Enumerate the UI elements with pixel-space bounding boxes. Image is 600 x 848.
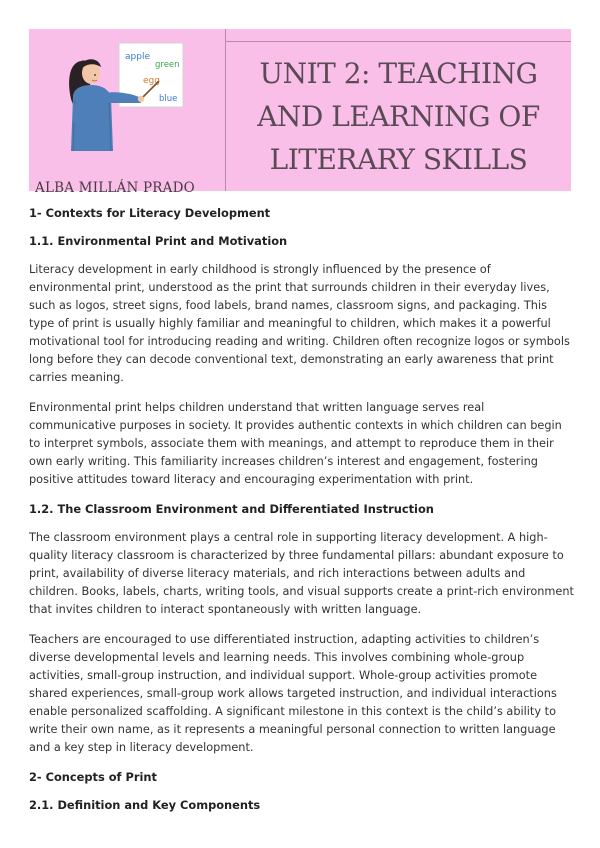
paragraph-1: Literacy development in early childhood is strongly influenced by the presence of environmental print, understood as the print that surrounds children in their everyday lives, such as logos, street signs, food labels, brand names, classroom signs, and packaging. This type of print is usually highly familiar and meaningful to children, which makes it a powerful motivational tool for introducing reading and writing. Children often recognize logos or symbols long before they can decode conventional text, demonstrating an early awareness that print carries meaning.	[29, 263, 570, 384]
subsection-heading-1-2: 1.2. The Classroom Environment and Differentiated Instruction	[29, 502, 434, 516]
title-line-2: AND LEARNING OF	[257, 99, 540, 133]
section-heading-2: 2- Concepts of Print	[29, 770, 157, 784]
board-word-4: blue	[159, 94, 178, 104]
title-line-1: UNIT 2: TEACHING	[259, 56, 538, 90]
author-name: ALBA MILLÁN PRADO	[35, 180, 195, 196]
board-word-3: egg	[143, 76, 160, 86]
header-author-panel	[29, 29, 226, 196]
board-word-2: green	[155, 60, 180, 70]
teacher-illustration	[59, 41, 189, 151]
paragraph-3: The classroom environment plays a central role in supporting literacy development. A high-quality literacy classroom is characterized by three fundamental pillars: abundant exposure to print, availability of diverse literacy materials, and rich interactions between adults and children. Books, labels, charts, writing tools, and visual supports create a print-rich environment that invites children to interact spontaneously with written language.	[29, 531, 574, 616]
document-body	[29, 205, 574, 825]
subsection-heading-2-1: 2.1. Definition and Key Components	[29, 798, 261, 812]
page-title	[226, 43, 571, 189]
paragraph-2: Environmental print helps children understand that written language serves real communicative purposes in society. It provides authentic contexts in which children can begin to interpret symbols, associate them with meanings, and attempt to reproduce them in their own early writing. This familiarity increases children’s interest and engagement, fostering positive attitudes toward literacy and encouraging experimentation with print.	[29, 401, 562, 486]
header-divider	[225, 41, 571, 42]
section-heading-1: 1- Contexts for Literacy Development	[29, 206, 271, 220]
document-header	[29, 29, 571, 196]
title-line-3: LITERARY SKILLS	[269, 142, 528, 176]
subsection-heading-1-1: 1.1. Environmental Print and Motivation	[29, 234, 288, 248]
board-word-1: apple	[125, 52, 150, 62]
paragraph-4: Teachers are encouraged to use differentiated instruction, adapting activities to children’s diverse developmental levels and learning needs. This involves combining whole-group activities, small-group instruction, and individual support. Whole-group activities promote shared experiences, small-group work allows targeted instruction, and individual interactions enable personalized scaffolding. A significant milestone in this context is the child’s ability to write their own name, as it represents a meaningful personal connection to written language and a key step in literacy development.	[29, 633, 557, 754]
